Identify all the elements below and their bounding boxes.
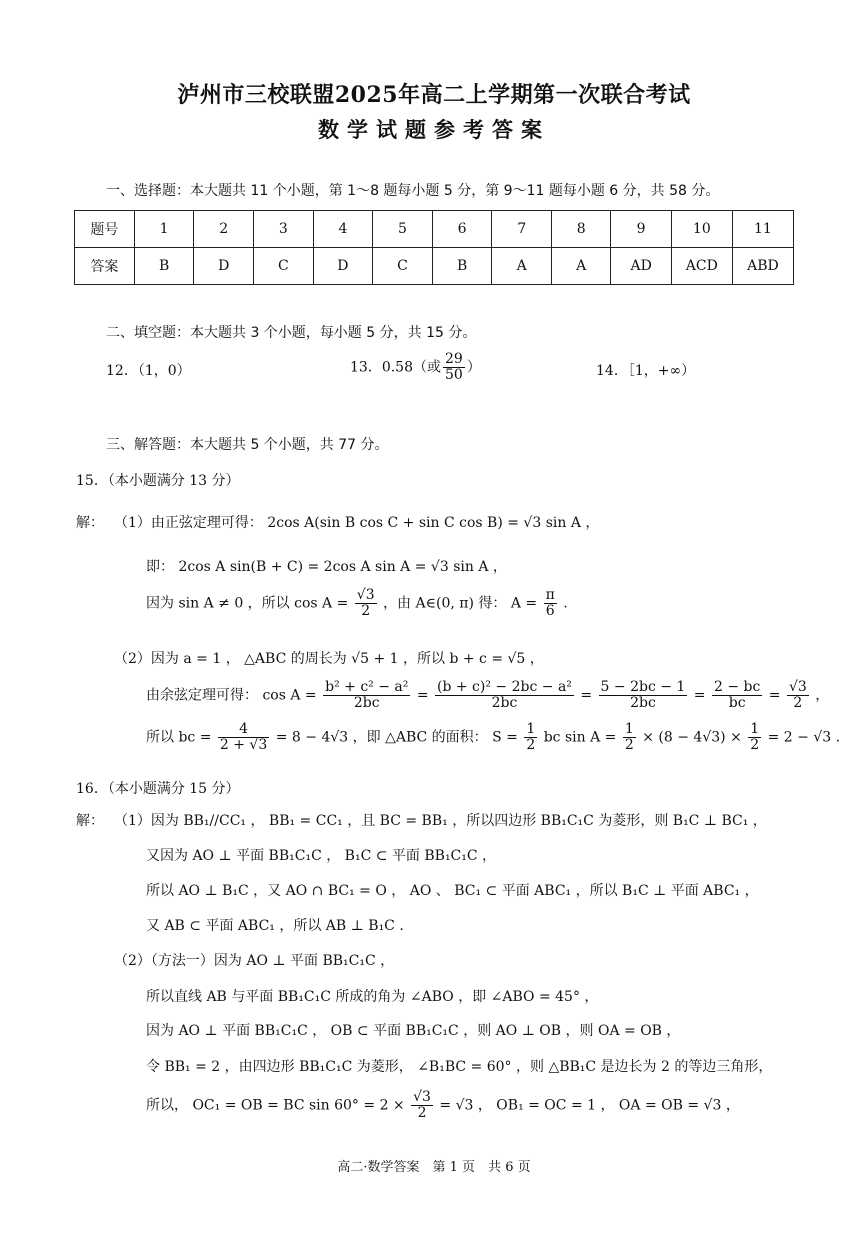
fraction — [544, 588, 557, 619]
denominator: 2bc — [630, 695, 656, 711]
page-footer: 高二·数学答案 第 1 页 共 6 页 — [337, 1160, 531, 1175]
table-cell: 4 — [313, 211, 373, 248]
page-title: 泸州市三校联盟2025年高二上学期第一次联合考试 — [177, 82, 691, 108]
q15-text: 因为 sin A ≠ 0 ，所以 cos A = — [146, 595, 349, 612]
fraction — [435, 680, 574, 711]
answer-13 — [350, 352, 481, 383]
numerator: 1 — [750, 721, 760, 737]
denominator: 2 + √3 — [219, 737, 268, 753]
denominator: 2 — [793, 695, 803, 711]
table-cell: 7 — [492, 211, 552, 248]
numerator: π — [545, 587, 555, 603]
answer-13-text: 13．0.58（或 — [350, 359, 441, 376]
numerator: 5 − 2bc − 1 — [600, 679, 686, 695]
q15-text: × (8 − 4√3) × — [642, 729, 742, 746]
fraction — [411, 1090, 433, 1121]
fraction — [599, 680, 688, 711]
table-cell: C — [254, 248, 314, 285]
table-cell: D — [194, 248, 254, 285]
q16-text: 所以， OC₁ = OB = BC sin 60° = 2 × — [146, 1097, 405, 1114]
denominator: bc — [728, 695, 746, 711]
denominator: 2 — [526, 737, 536, 753]
numerator: √3 — [356, 587, 375, 603]
q16-line-5: （2）（方法一）因为 AO ⊥ 平面 BB₁C₁C ， — [114, 953, 395, 969]
denominator: 2 — [624, 737, 634, 753]
q16-line-4: 又 AB ⊂ 平面 ABC₁ ，所以 AB ⊥ B₁C . — [146, 918, 404, 934]
table-cell: ABD — [732, 248, 793, 285]
fraction — [623, 722, 636, 753]
denominator: 2bc — [491, 695, 518, 711]
q16-line-2: 又因为 AO ⊥ 平面 BB₁C₁C ， B₁C ⊂ 平面 BB₁C₁C ， — [146, 848, 497, 864]
question-16-heading: 16．（本小题满分 15 分） — [76, 781, 240, 797]
section-solve-heading: 三、解答题：本大题共 5 个小题，共 77 分。 — [106, 437, 389, 453]
table-row — [75, 211, 794, 248]
numerator: √3 — [788, 679, 807, 695]
solution-label: 解： — [76, 515, 104, 531]
equals: = — [416, 687, 429, 704]
denominator: 6 — [545, 603, 555, 619]
table-cell: AD — [611, 248, 671, 285]
numerator: 2 − bc — [713, 679, 761, 695]
equals: = — [768, 687, 781, 704]
table-cell: A — [551, 248, 611, 285]
table-cell: B — [134, 248, 194, 285]
answer-13-close: ） — [466, 359, 481, 376]
denominator: 2 — [417, 1105, 427, 1121]
table-cell: B — [432, 248, 492, 285]
table-cell: A — [492, 248, 552, 285]
equals: = — [580, 687, 593, 704]
table-cell: 11 — [732, 211, 793, 248]
table-cell: 3 — [254, 211, 314, 248]
denominator: 50 — [445, 367, 463, 383]
table-cell: D — [313, 248, 373, 285]
table-cell: 2 — [194, 211, 254, 248]
row-label: 答案 — [75, 248, 135, 285]
q15-line-5: 由余弦定理可得： cos A = $\frac{\text{b² + c² − a²}}{2bc}$ = $\frac{\text{(b + c)² − 2bc − a²}}{2bc}$ = $\frac{5 - 2bc - 1}{2bc}$ = $\frac{2 - bc}{bc}$ = $\frac{√3}{2}$ ， — [146, 679, 830, 711]
q15-text: = 2 − √3 . — [767, 729, 841, 746]
equals: = — [693, 687, 706, 704]
denominator: 2 — [361, 603, 371, 619]
q16-line-7: 因为 AO ⊥ 平面 BB₁C₁C ， OB ⊂ 平面 BB₁C₁C ，则 AO ⊥ OB ，则 OA = OB ， — [146, 1023, 681, 1039]
answer-table — [74, 210, 794, 285]
fraction — [787, 680, 809, 711]
table-cell: 9 — [611, 211, 671, 248]
numerator: b² + c² − a² — [325, 679, 409, 695]
row-label: 题号 — [75, 211, 135, 248]
fraction — [218, 722, 269, 753]
q15-text: bc sin A = — [543, 729, 617, 746]
q15-line-3 — [146, 588, 568, 619]
table-cell: C — [373, 248, 433, 285]
q15-text: 由余弦定理可得： cos A = — [146, 687, 317, 704]
q15-text: ，由 A∈(0, π) 得： A = — [383, 595, 538, 612]
numerator: 1 — [526, 721, 536, 737]
fraction — [712, 680, 762, 711]
table-cell: 6 — [432, 211, 492, 248]
page-subtitle: 数学试题参考答案 — [318, 117, 550, 142]
q16-line-3: 所以 AO ⊥ B₁C ，又 AO ∩ BC₁ = O ， AO 、 BC₁ ⊂ 平面 ABC₁ ，所以 B₁C ⊥ 平面 ABC₁ ， — [146, 883, 759, 899]
denominator: 2bc — [353, 695, 380, 711]
fraction — [443, 352, 465, 383]
q15-line-1: （1）由正弦定理可得： 2cos A(sin B cos C + sin C cos B) = √3 sin A ， — [114, 515, 600, 531]
table-cell: 5 — [373, 211, 433, 248]
denominator: 2 — [750, 737, 760, 753]
table-cell: 8 — [551, 211, 611, 248]
fraction — [524, 722, 537, 753]
q16-text: = √3 ， OB₁ = OC = 1 ， OA = OB = √3 ， — [439, 1097, 740, 1114]
q15-line-4: （2）因为 a = 1 ， △ABC 的周长为 √5 + 1 ，所以 b + c = √5 ， — [114, 651, 544, 667]
section-choice-heading: 一、选择题：本大题共 11 个小题，第 1～8 题每小题 5 分，第 9～11 题每小题 6 分，共 58 分。 — [106, 183, 720, 199]
fraction — [748, 722, 761, 753]
numerator: 29 — [445, 351, 463, 367]
question-15-heading: 15．（本小题满分 13 分） — [76, 473, 240, 489]
numerator: √3 — [413, 1089, 431, 1105]
q15-line-2: 即： 2cos A sin(B + C) = 2cos A sin A = √3 sin A ， — [146, 559, 507, 575]
q16-line-9 — [146, 1090, 740, 1121]
answer-12: 12．（1，0） — [106, 363, 191, 379]
answer-14: 14．［1，+∞） — [596, 363, 696, 379]
q16-line-8: 令 BB₁ = 2 ，由四边形 BB₁C₁C 为菱形， ∠B₁BC = 60° ，则 △BB₁C 是边长为 2 的等边三角形， — [146, 1059, 773, 1075]
numerator: (b + c)² − 2bc − a² — [437, 679, 572, 695]
q15-text: . — [563, 595, 568, 612]
table-cell: ACD — [671, 248, 732, 285]
table-row — [75, 248, 794, 285]
fraction — [323, 680, 410, 711]
q16-line-6: 所以直线 AB 与平面 BB₁C₁C 所成的角为 ∠ABO ，即 ∠ABO = 45° ， — [146, 989, 599, 1005]
section-fill-heading: 二、填空题：本大题共 3 个小题，每小题 5 分，共 15 分。 — [106, 325, 477, 341]
q15-line-6 — [146, 722, 840, 753]
table-cell: 10 — [671, 211, 732, 248]
q16-line-1: （1）因为 BB₁//CC₁ ， BB₁ = CC₁ ，且 BC = BB₁ ，所以四边形 BB₁C₁C 为菱形，则 B₁C ⊥ BC₁ ， — [114, 813, 767, 829]
table-cell: 1 — [134, 211, 194, 248]
fraction — [355, 588, 377, 619]
solution-label: 解： — [76, 813, 104, 829]
q15-text: 所以 bc = — [146, 729, 212, 746]
numerator: 1 — [624, 721, 634, 737]
numerator: 4 — [218, 722, 269, 738]
q15-text: = 8 − 4√3 ，即 △ABC 的面积： S = — [275, 729, 518, 746]
